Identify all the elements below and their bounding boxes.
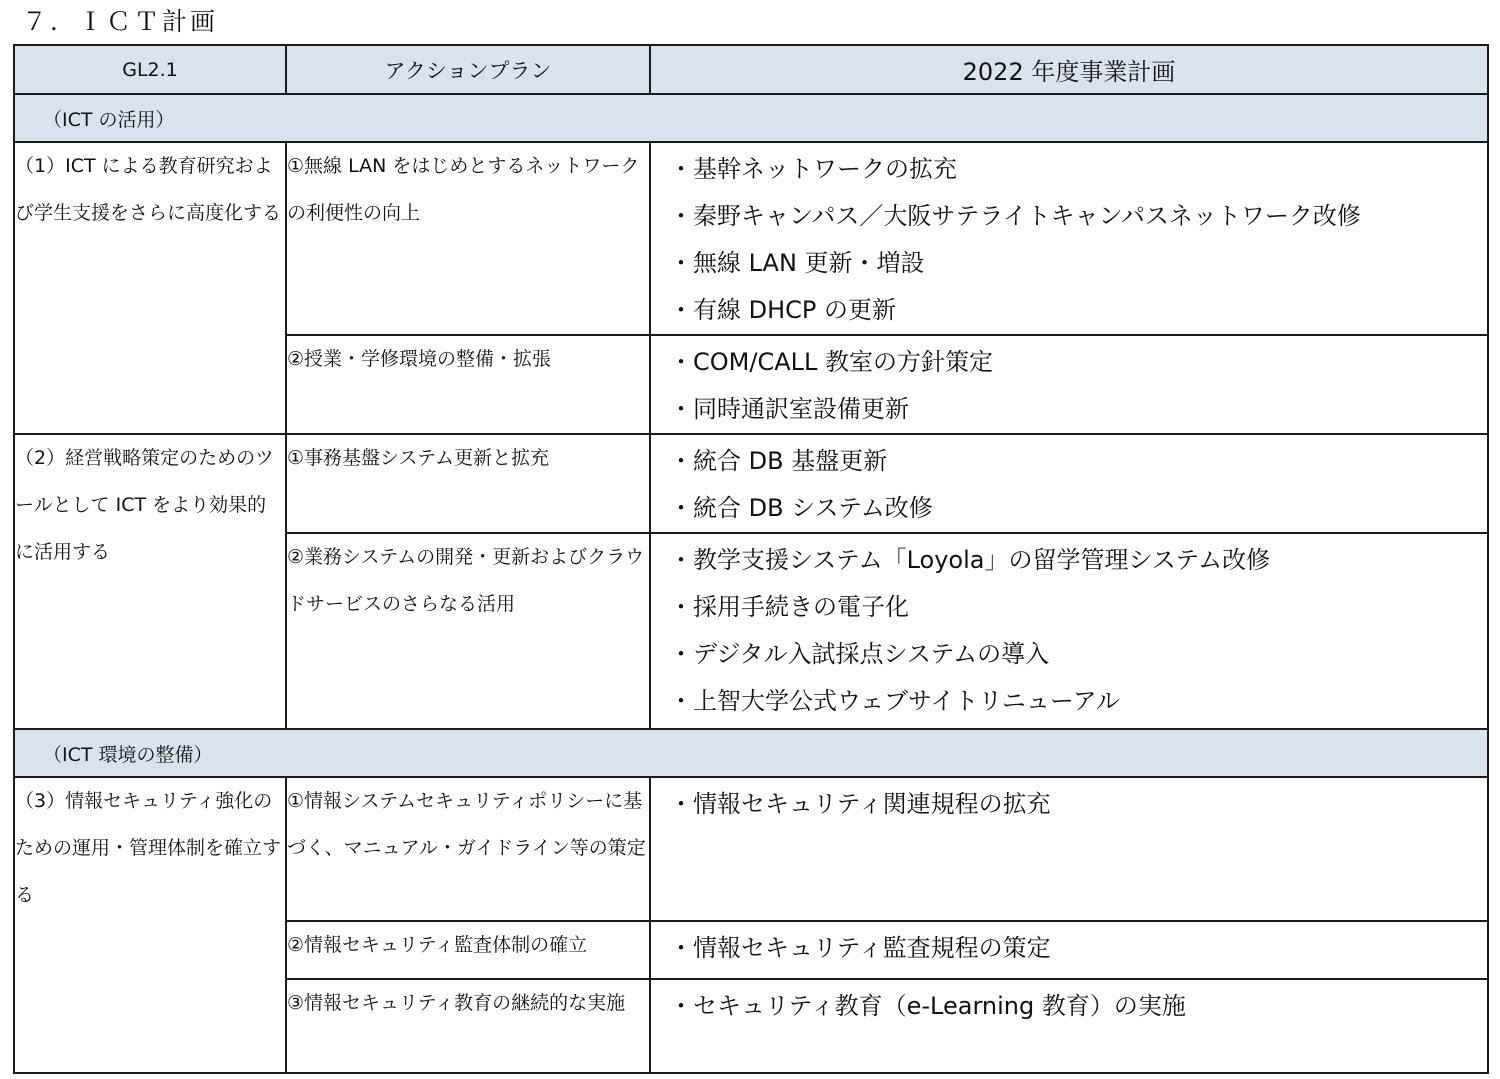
action-cell: ①情報システムセキュリティポリシーに基づく、マニュアル・ガイドライン等の策定 bbox=[286, 777, 650, 921]
section-title-ict-usage: （ICT の活用） bbox=[14, 94, 1488, 142]
plan-item: ・統合 DB 基盤更新 bbox=[669, 447, 888, 475]
plan-item: ・秦野キャンパス／大阪サテライトキャンパスネットワーク改修 bbox=[669, 202, 1361, 230]
goal-cell: （1）ICT による教育研究および学生支援をさらに高度化する bbox=[14, 142, 286, 434]
goal-cell: （2）経営戦略策定のためのツールとして ICT をより効果的に活用する bbox=[14, 434, 286, 729]
plan-item: ・教学支援システム「Loyola」の留学管理システム改修 bbox=[669, 546, 1271, 574]
plan-cell bbox=[650, 921, 1488, 979]
table-row bbox=[14, 142, 1488, 335]
section-row bbox=[14, 729, 1488, 777]
table-row bbox=[14, 434, 1488, 533]
plan-list bbox=[651, 336, 1487, 433]
plan-list bbox=[651, 922, 1487, 972]
plan-item: ・デジタル入試採点システムの導入 bbox=[669, 640, 1050, 668]
section-title-ict-environment: （ICT 環境の整備） bbox=[14, 729, 1488, 777]
header-action-plan: アクションプラン bbox=[286, 45, 650, 94]
document-heading: ７．ＩＣＴ計画 bbox=[22, 7, 219, 36]
plan-list bbox=[651, 435, 1487, 532]
action-cell: ②授業・学修環境の整備・拡張 bbox=[286, 335, 650, 434]
plan-list bbox=[651, 534, 1487, 725]
section-row bbox=[14, 94, 1488, 142]
action-cell: ①事務基盤システム更新と拡充 bbox=[286, 434, 650, 533]
plan-list bbox=[651, 143, 1487, 334]
ict-plan-table bbox=[13, 44, 1489, 1074]
header-business-plan: 2022 年度事業計画 bbox=[650, 45, 1488, 94]
action-cell: ①無線 LAN をはじめとするネットワークの利便性の向上 bbox=[286, 142, 650, 335]
action-cell: ③情報セキュリティ教育の継続的な実施 bbox=[286, 979, 650, 1073]
plan-cell bbox=[650, 142, 1488, 335]
plan-item: ・同時通訳室設備更新 bbox=[669, 395, 909, 423]
plan-item: ・上智大学公式ウェブサイトリニューアル bbox=[669, 687, 1120, 715]
action-cell: ②情報セキュリティ監査体制の確立 bbox=[286, 921, 650, 979]
plan-item: ・基幹ネットワークの拡充 bbox=[669, 155, 957, 183]
plan-cell bbox=[650, 777, 1488, 921]
plan-cell bbox=[650, 979, 1488, 1073]
plan-item: ・情報セキュリティ関連規程の拡充 bbox=[669, 790, 1051, 818]
plan-item: ・COM/CALL 教室の方針策定 bbox=[669, 348, 993, 376]
plan-item: ・無線 LAN 更新・増設 bbox=[669, 249, 925, 277]
plan-cell bbox=[650, 533, 1488, 729]
plan-cell bbox=[650, 335, 1488, 434]
plan-item: ・セキュリティ教育（e-Learning 教育）の実施 bbox=[669, 992, 1186, 1020]
plan-item: ・統合 DB システム改修 bbox=[669, 494, 933, 522]
plan-cell bbox=[650, 434, 1488, 533]
plan-item: ・採用手続きの電子化 bbox=[669, 593, 909, 621]
table-row bbox=[14, 777, 1488, 921]
plan-list bbox=[651, 980, 1487, 1030]
header-goal: GL2.1 bbox=[14, 45, 286, 94]
table-header-row bbox=[14, 45, 1488, 94]
plan-item: ・情報セキュリティ監査規程の策定 bbox=[669, 934, 1051, 962]
plan-item: ・有線 DHCP の更新 bbox=[669, 296, 897, 324]
action-cell: ②業務システムの開発・更新およびクラウドサービスのさらなる活用 bbox=[286, 533, 650, 729]
plan-list bbox=[651, 778, 1487, 828]
goal-cell: （3）情報セキュリティ強化のための運用・管理体制を確立する bbox=[14, 777, 286, 1073]
